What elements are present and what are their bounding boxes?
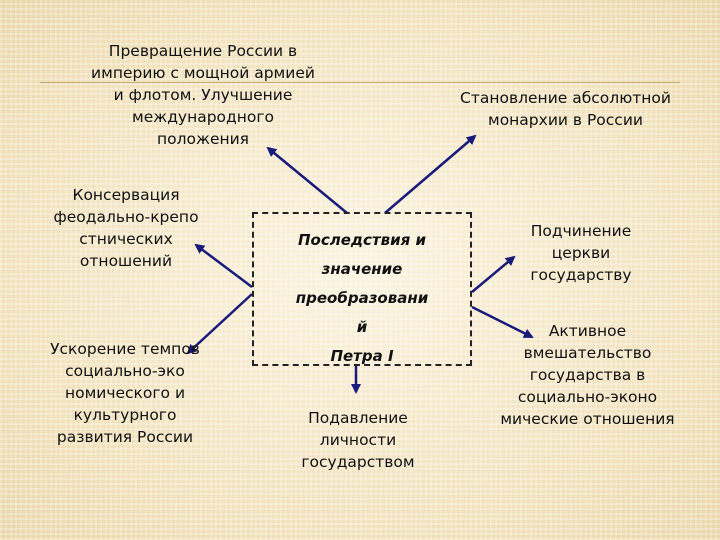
node-absolutism-label: Становление абсолютной монархии в России [460, 89, 671, 129]
node-feudalism-label: Консервация феодально-крепо стнических отношений [53, 186, 199, 270]
node-acceleration-label: Ускорение темпов социально-эко номического и культурного развития России [50, 340, 200, 446]
center-title-line: Петра I [330, 347, 394, 365]
center-title-line: значение [321, 260, 403, 278]
node-empire-label: Превращение России в империю с мощной армией и флотом. Улучшение международного положения [91, 42, 315, 148]
node-suppression-label: Подавление личности государством [301, 409, 415, 471]
arrow-to-church [472, 257, 514, 292]
center-title-line: Последствия и [298, 231, 426, 249]
center-title [272, 226, 452, 371]
node-church-label: Подчинение церкви государству [530, 222, 632, 284]
center-title-line: преобразовани [295, 289, 429, 307]
center-title-line: й [356, 318, 368, 336]
arrow-to-absolutism [385, 136, 475, 213]
arrow-to-empire [268, 148, 347, 213]
node-intervention-label: Активное вмешательство государства в социально-эконо мические отношения [500, 322, 675, 428]
